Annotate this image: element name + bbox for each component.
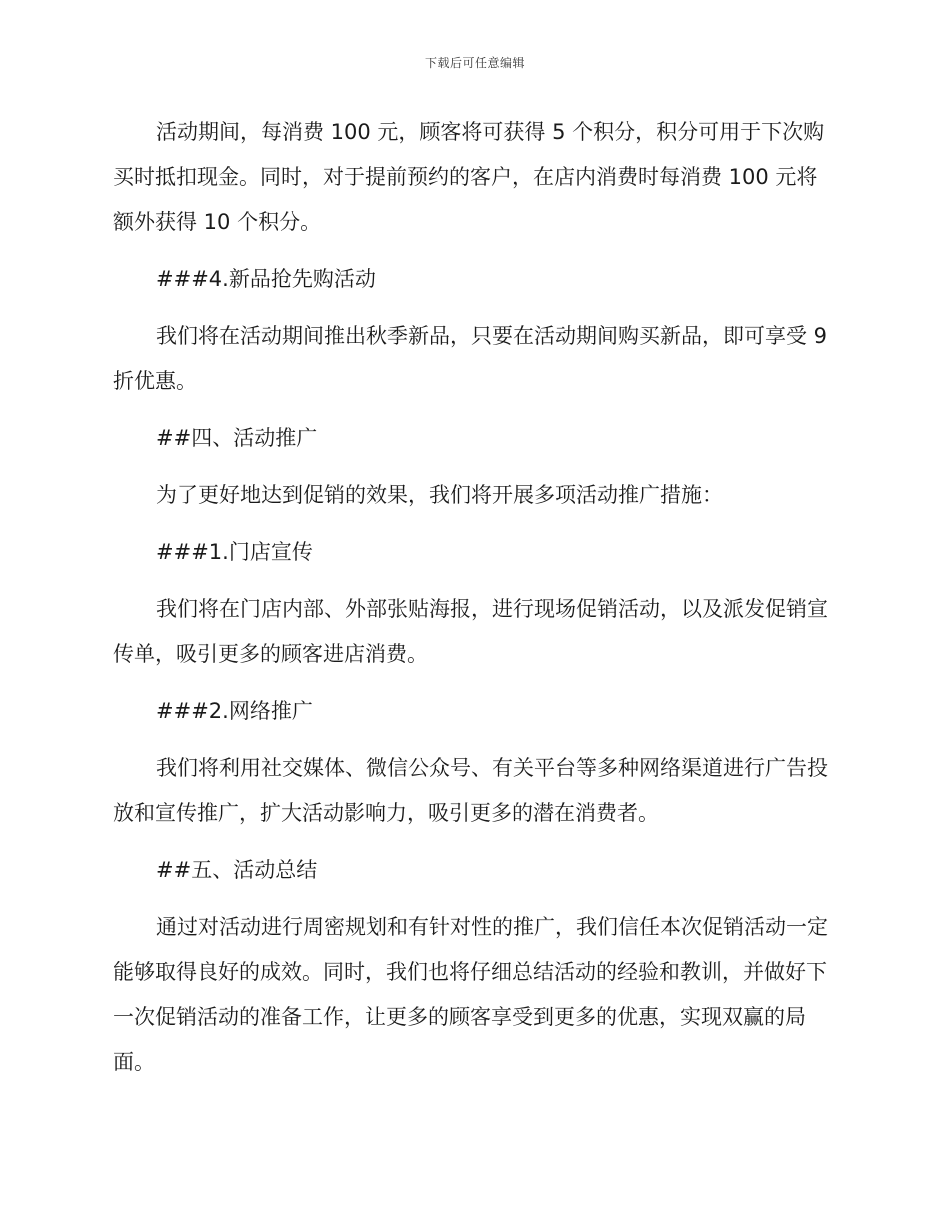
header-note: 下载后可任意编辑 [424,56,525,70]
paragraph-points-rule: 活动期间，每消费 100 元，顾客将可获得 5 个积分，积分可用于下次购买时抵扣现金。同时，对于提前预约的客户，在店内消费时每消费 100 元将额外获得 10 个积分。 [113,120,825,234]
heading-promotion: ##四、活动推广 [156,426,318,450]
heading-online-promotion: ###2.网络推广 [156,699,313,723]
paragraph-online-promotion: 我们将利用社交媒体、微信公众号、有关平台等多种网络渠道进行广告投放和宣传推广，扩大活动影响力，吸引更多的潜在消费者。 [113,756,828,825]
heading-summary: ##五、活动总结 [156,858,318,882]
paragraph-new-products: 我们将在活动期间推出秋季新品，只要在活动期间购买新品，即可享受 9 折优惠。 [113,324,828,393]
paragraph-summary: 通过对活动进行周密规划和有针对性的推广，我们信任本次促销活动一定能够取得良好的成效。同时，我们也将仔细总结活动的经验和教训，并做好下一次促销活动的准备工作，让更多的顾客享受到更多的优惠，实现双赢的局面。 [113,915,828,1074]
heading-new-products: ###4.新品抢先购活动 [156,267,376,291]
paragraph-store-promotion: 我们将在门店内部、外部张贴海报，进行现场促销活动，以及派发促销宣传单，吸引更多的顾客进店消费。 [113,597,828,666]
document-body [113,110,833,1085]
heading-store-promotion: ###1.门店宣传 [156,540,313,564]
paragraph-promotion-intro: 为了更好地达到促销的效果，我们将开展多项活动推广措施： [156,483,723,507]
